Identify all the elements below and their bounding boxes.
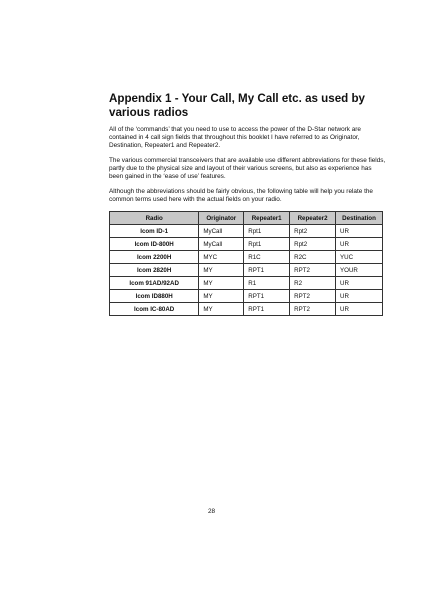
cell-destination: UR [336, 238, 383, 251]
callsign-fields-table [109, 211, 383, 316]
cell-originator: MyCall [199, 238, 244, 251]
header-repeater2: Repeater2 [290, 212, 336, 225]
cell-destination: UR [336, 277, 383, 290]
table-row [110, 251, 383, 264]
cell-destination: UR [336, 303, 383, 316]
table-row [110, 303, 383, 316]
page-number: 28 [207, 508, 216, 515]
table-row [110, 225, 383, 238]
cell-originator: MyCall [199, 225, 244, 238]
cell-repeater1: R1C [244, 251, 290, 264]
cell-radio: Icom IC-80AD [110, 303, 199, 316]
cell-radio: Icom ID-1 [110, 225, 199, 238]
cell-repeater1: RPT1 [244, 290, 290, 303]
cell-originator: MY [199, 264, 244, 277]
cell-originator: MY [199, 277, 244, 290]
cell-repeater2: R2 [290, 277, 336, 290]
header-radio: Radio [110, 212, 199, 225]
cell-destination: YUC [336, 251, 383, 264]
table-header-row [110, 212, 383, 225]
cell-repeater1: RPT1 [244, 303, 290, 316]
cell-repeater2: R2C [290, 251, 336, 264]
cell-repeater2: RPT2 [290, 264, 336, 277]
intro-paragraph: All of the ‘commands’ that you need to use to access the power of the D-Star network are contained in 4 call sign fields that throughout this booklet I have referred to as Originator, Destination, Repeater1 and Repeater2. [109, 126, 361, 149]
appendix-heading: Appendix 1 - Your Call, My Call etc. as used by various radios [109, 92, 365, 119]
cell-repeater2: Rpt2 [290, 238, 336, 251]
cell-repeater1: R1 [244, 277, 290, 290]
cell-radio: Icom 2820H [110, 264, 199, 277]
cell-repeater2: RPT2 [290, 290, 336, 303]
table-row [110, 290, 383, 303]
cell-originator: MY [199, 290, 244, 303]
cell-destination: UR [336, 290, 383, 303]
header-repeater1: Repeater1 [244, 212, 290, 225]
transceivers-paragraph: The various commercial transceivers that are available use different abbreviations for these fields, partly due to the physical size and layout of their various screens, but also as experience has been gained in the ‘ease of use’ features. [109, 157, 386, 180]
cell-radio: Icom ID880H [110, 290, 199, 303]
cell-radio: Icom 2200H [110, 251, 199, 264]
cell-repeater2: Rpt2 [290, 225, 336, 238]
cell-repeater2: RPT2 [290, 303, 336, 316]
cell-repeater1: Rpt1 [244, 238, 290, 251]
table-intro-paragraph: Although the abbreviations should be fairly obvious, the following table will help you relate the common terms used here with the actual fields on your radio. [109, 188, 373, 203]
header-originator: Originator [199, 212, 244, 225]
page-content [109, 92, 387, 316]
cell-repeater1: Rpt1 [244, 225, 290, 238]
cell-radio: Icom ID-800H [110, 238, 199, 251]
table-row [110, 277, 383, 290]
cell-radio: Icom 91AD/92AD [110, 277, 199, 290]
cell-originator: MYC [199, 251, 244, 264]
cell-destination: UR [336, 225, 383, 238]
cell-destination: YOUR [336, 264, 383, 277]
cell-originator: MY [199, 303, 244, 316]
cell-repeater1: RPT1 [244, 264, 290, 277]
table-row [110, 264, 383, 277]
table-row [110, 238, 383, 251]
header-destination: Destination [336, 212, 383, 225]
